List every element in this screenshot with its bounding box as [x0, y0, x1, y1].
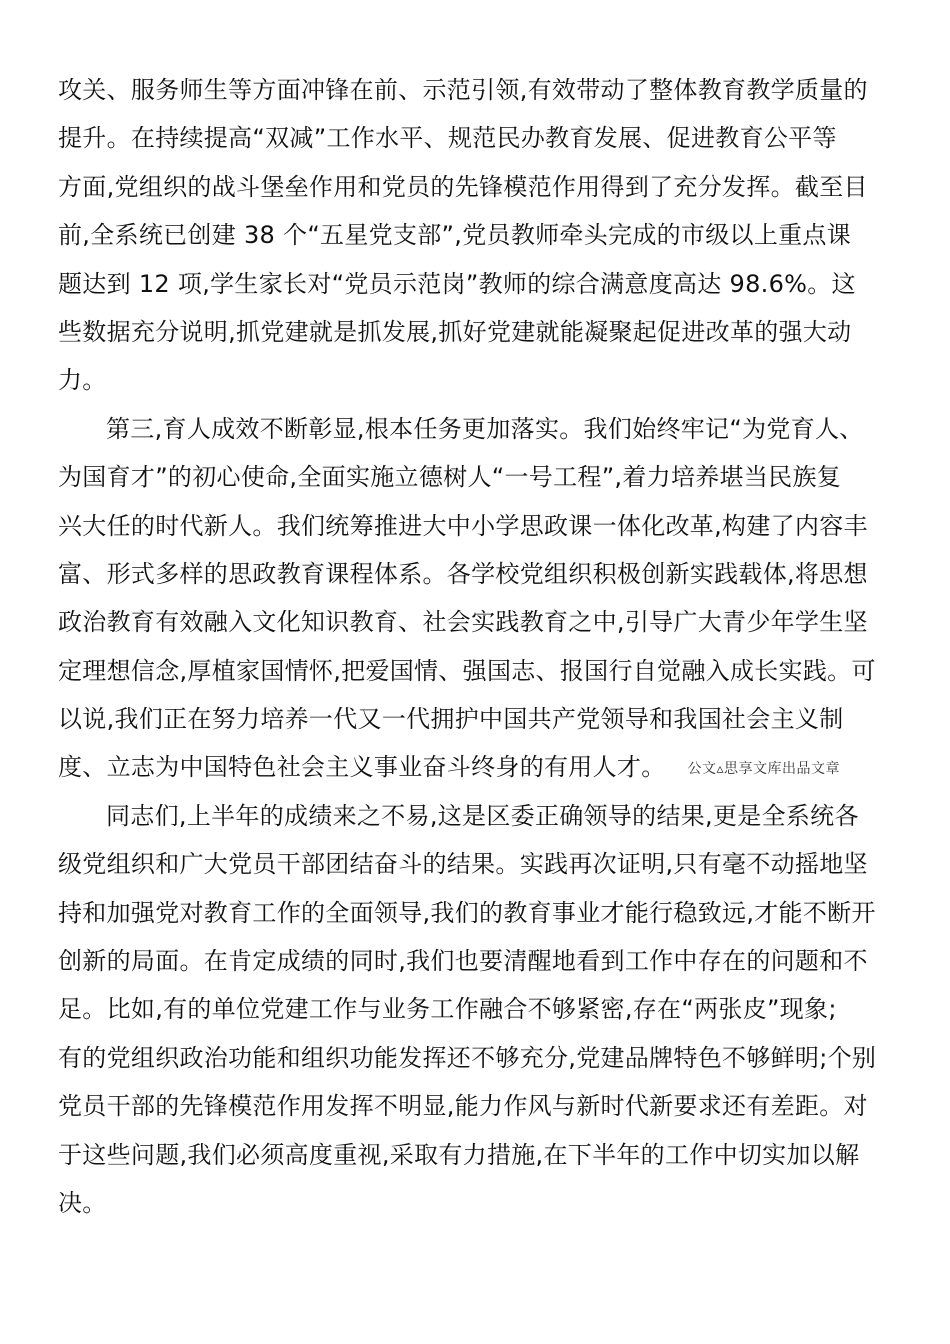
text-line: 些数据充分说明,抓党建就是抓发展,抓好党建就能凝聚起促进改革的强大动 [58, 317, 852, 346]
text-line: 提升。在持续提高“双减”工作水平、规范民办教育发展、促进教育公平等 [58, 124, 837, 153]
text-line: 有的党组织政治功能和组织功能发挥还不够充分,党建品牌特色不够鲜明;个别 [58, 1043, 877, 1072]
paragraph-start-line: 同志们,上半年的成绩来之不易,这是区委正确领导的结果,更是全系统各 [106, 801, 859, 830]
text-line: 以说,我们正在努力培养一代又一代拥护中国共产党领导和我国社会主义制 [58, 705, 844, 734]
text-line: 题达到 12 项,学生家长对“党员示范岗”教师的综合满意度高达 98.6%。这 [58, 269, 856, 298]
text-line: 政治教育有效融入文化知识教育、社会实践教育之中,引导广大青少年学生坚 [58, 608, 868, 637]
text-line: 富、形式多样的思政教育课程体系。各学校党组织积极创新实践载体,将思想 [58, 559, 868, 588]
text-line: 力。 [58, 366, 107, 395]
text-line-with-watermark [58, 743, 894, 791]
text-line: 度、立志为中国特色社会主义事业奋斗终身的有用人才。 [58, 753, 666, 782]
text-line: 兴大任的时代新人。我们统筹推进大中小学思政课一体化改革,构建了内容丰 [58, 511, 868, 540]
text-line: 前,全系统已创建 38 个“五星党支部”,党员教师牵头完成的市级以上重点课 [58, 221, 852, 250]
text-line: 攻关、服务师生等方面冲锋在前、示范引领,有效带动了整体教育教学质量的 [58, 76, 868, 104]
text-line: 党员干部的先锋模范作用发挥不明显,能力作风与新时代新要求还有差距。对 [58, 1092, 868, 1121]
text-line: 方面,党组织的战斗堡垒作用和党员的先锋模范作用得到了充分发挥。截至目 [58, 172, 868, 201]
text-line: 级党组织和广大党员干部团结奋斗的结果。实践再次证明,只有毫不动摇地坚 [58, 850, 868, 879]
text-line: 于这些问题,我们必须高度重视,采取有力措施,在下半年的工作中切实加以解 [58, 1140, 860, 1169]
text-line: 为国育才”的初心使命,全面实施立德树人“一号工程”,着力培养堪当民族复 [58, 463, 842, 492]
text-line: 持和加强党对教育工作的全面领导,我们的教育事业才能行稳致远,才能不断开 [58, 898, 876, 927]
text-line: 足。比如,有的单位党建工作与业务工作融合不够紧密,存在“两张皮”现象; [58, 995, 837, 1024]
text-line: 定理想信念,厚植家国情怀,把爱国情、强国志、报国行自觉融入成长实践。可 [58, 656, 876, 685]
body-text [58, 66, 894, 1227]
watermark-text: 公文▵思享文库出品文章 [687, 761, 841, 778]
text-line: 决。 [58, 1188, 107, 1217]
text-line: 创新的局面。在肯定成绩的同时,我们也要清醒地看到工作中存在的问题和不 [58, 947, 868, 976]
paragraph-start-line: 第三,育人成效不断彰显,根本任务更加落实。我们始终牢记“为党育人、 [106, 414, 864, 443]
